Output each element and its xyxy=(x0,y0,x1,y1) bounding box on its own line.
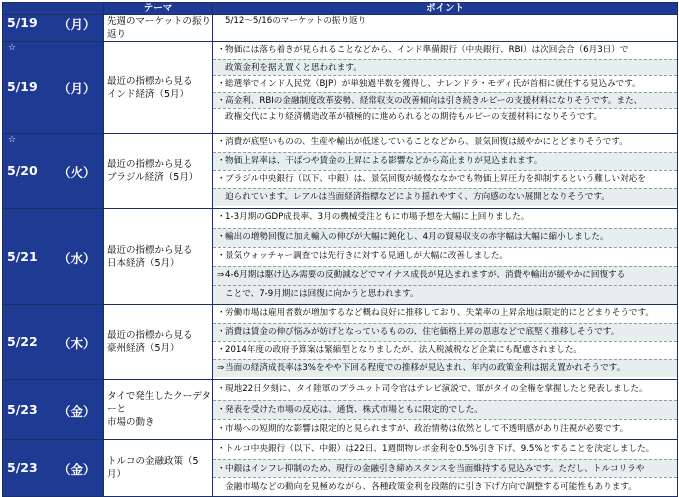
weekday-label: （月） xyxy=(58,17,96,32)
point-text: 政策金利を据え置くと思われます。 xyxy=(225,62,362,73)
point-marker: ・ xyxy=(217,345,226,355)
point-line xyxy=(213,323,677,341)
point-marker: ・ xyxy=(217,156,226,166)
point-marker: ・ xyxy=(217,384,226,394)
weekday-label: （木） xyxy=(58,336,96,351)
points-cell xyxy=(213,42,678,134)
theme-cell xyxy=(104,15,213,42)
point-text: 2014年度の政府予算案は緊縮型となりましたが、法人税減税など企業にも配慮されました。 xyxy=(225,345,583,355)
point-line xyxy=(213,341,677,359)
point-text: トルコ中央銀行（以下、中銀）は22日、1週間物レポ金利を0.5%引き下げ、9.5%とすることを決定しました。 xyxy=(225,444,655,454)
theme-line: 日本経済（5月） xyxy=(107,257,180,269)
point-marker: ・ xyxy=(217,95,226,106)
point-text: 1-3月期のGDP成長率、3月の機械受注ともに市場予想を大幅に上回りました。 xyxy=(225,212,530,222)
date-label: 5/23 xyxy=(7,402,38,417)
point-line xyxy=(213,228,677,247)
point-line xyxy=(213,305,677,323)
point-line xyxy=(213,42,677,59)
point-line xyxy=(213,59,677,76)
theme-line: ブラジル経済（5月） xyxy=(107,172,199,183)
date-cell xyxy=(3,380,104,440)
theme-line: 最近の指標から見る xyxy=(107,244,193,256)
header-points: ポイント xyxy=(213,3,678,15)
point-text: 5/12～5/16のマーケットの振り返り xyxy=(225,16,367,26)
point-line xyxy=(213,209,677,228)
point-marker: ・ xyxy=(217,174,226,184)
table-row xyxy=(3,305,678,380)
point-marker: ⇒ xyxy=(217,363,225,373)
points-cell xyxy=(213,134,678,209)
point-line xyxy=(213,266,677,285)
point-line xyxy=(213,152,677,170)
point-marker: ・ xyxy=(217,79,226,89)
theme-line: 最近の指標から見る xyxy=(107,75,193,87)
point-text: 労働市場は雇用者数が増加するなど概ね良好に推移しており、失業率の上昇余地は限定的にとどまりそうです。 xyxy=(225,308,655,318)
theme-line: タイで発生したクーデターと xyxy=(107,391,211,415)
weekday-label: （金） xyxy=(58,404,96,419)
point-marker: ・ xyxy=(217,463,226,474)
point-text: 消費が底堅いものの、生産や輸出が低迷していることなどから、景気回復は緩やかにとどまりそうです。 xyxy=(225,137,628,147)
point-text: 中銀はインフレ抑制のため、現行の金融引き締めスタンスを当面維持する見込みです。ただし、トルコリラや xyxy=(225,463,645,474)
points-cell xyxy=(213,380,678,440)
table-row xyxy=(3,209,678,305)
point-line xyxy=(213,459,677,478)
point-text: 市場への短期的な影響は限定的と見られますが、政治情勢は依然として不透明感があり注視が必要です。 xyxy=(225,424,629,434)
weekday-label: （金） xyxy=(58,462,96,477)
point-line xyxy=(213,92,677,109)
point-text: 発表を受けた市場の反応は、通貨、株式市場ともに限定的でした。 xyxy=(225,404,483,415)
header-row xyxy=(3,3,678,15)
theme-line: 最近の指標から見る xyxy=(107,159,193,170)
point-text: 現地22日夕刻に、タイ陸軍のプラユット司令官はテレビ演説で、軍がタイの全権を掌握したと発表しました。 xyxy=(225,384,648,394)
points-cell xyxy=(213,15,678,42)
point-line xyxy=(213,380,677,400)
date-cell xyxy=(3,42,104,134)
point-line xyxy=(213,108,677,125)
point-line xyxy=(213,134,677,152)
point-text: 政権交代により経済構造改革が積極的に進められるとの期待もルピーの支援材料になりそうです。 xyxy=(225,112,603,122)
point-line xyxy=(213,188,677,206)
theme-line: インド経済（5月） xyxy=(107,88,190,100)
point-marker: ・ xyxy=(217,137,226,147)
point-marker: ・ xyxy=(217,424,226,434)
theme-line: 最近の指標から見る xyxy=(107,330,193,341)
point-marker: ・ xyxy=(217,212,226,222)
point-marker: ・ xyxy=(217,327,226,337)
point-marker: ・ xyxy=(217,251,226,261)
point-marker: ・ xyxy=(217,444,226,454)
theme-cell xyxy=(104,134,213,209)
point-text: 迫られています。レアルは当面経済指標などにより揺れやすく、方向感のない展開となりそうです。 xyxy=(225,192,610,202)
table-row xyxy=(3,15,678,42)
header-theme: テーマ xyxy=(104,3,213,15)
point-text: 輸出の増勢回復に加え輸入の伸びが大幅に鈍化し、4月の貿易収支の赤字幅は大幅に縮小しました。 xyxy=(225,232,609,242)
theme-cell xyxy=(104,209,213,305)
schedule-table xyxy=(2,2,678,497)
theme-line: トルコの金融政策（5月） xyxy=(107,455,199,480)
point-marker: ⇒ xyxy=(217,270,225,280)
date-label: 5/21 xyxy=(7,249,38,264)
table-row xyxy=(3,42,678,134)
star-icon: ☆ xyxy=(8,135,17,145)
theme-line: 豪州経済（5月） xyxy=(107,343,180,354)
point-line xyxy=(213,359,677,377)
weekday-label: （月） xyxy=(58,81,96,96)
date-label: 5/22 xyxy=(7,334,38,349)
date-cell xyxy=(3,134,104,209)
point-line xyxy=(213,170,677,188)
theme-cell xyxy=(104,440,213,497)
point-marker: ・ xyxy=(217,404,226,415)
date-cell xyxy=(3,305,104,380)
theme-cell xyxy=(104,305,213,380)
point-line xyxy=(213,15,677,28)
date-label: 5/19 xyxy=(7,15,38,30)
point-text: 当面の経済成長率は3%をやや下回る程度での推移が見込まれ、年内の政策金利は据え置かれそうです。 xyxy=(225,363,626,373)
date-cell xyxy=(3,209,104,305)
point-text: 物価上昇率は、干ばつや賃金の上昇による影響などから高止まりが見込まれます。 xyxy=(225,156,543,166)
point-text: 物価には落ち着きが見られることなどから、インド準備銀行（中央銀行、RBI）は次回会合（6月3日）で xyxy=(225,45,629,55)
date-label: 5/20 xyxy=(7,163,38,178)
theme-cell xyxy=(104,380,213,440)
theme-cell xyxy=(104,42,213,134)
point-marker: ・ xyxy=(217,308,226,318)
weekday-label: （火） xyxy=(58,165,96,180)
table-row xyxy=(3,134,678,209)
point-text: 消費は賃金の伸び悩みが妨げとなっているものの、住宅価格上昇の恩恵などで底堅く推移しそうです。 xyxy=(225,327,620,337)
point-marker: ・ xyxy=(217,232,226,242)
point-text: 金融市場などの動向を見極めながら、各種政策金利を段階的に引き下げ方向で調整する可能性もあります。 xyxy=(225,482,637,492)
theme-line: 先週のマーケットの振り返り xyxy=(107,16,212,40)
weekday-label: （水） xyxy=(58,251,96,266)
point-text: ブラジル中央銀行（以下、中銀）は、景気回復が緩慢ななかでも物価上昇圧力を抑制するという難しい対応を xyxy=(225,174,646,184)
points-cell xyxy=(213,440,678,497)
date-label: 5/23 xyxy=(7,460,38,475)
theme-line: 市場の動き xyxy=(107,417,155,428)
point-line xyxy=(213,400,677,420)
date-cell xyxy=(3,15,104,42)
table-row xyxy=(3,440,678,497)
point-line xyxy=(213,285,677,304)
point-text: 総選挙でインド人民党（BJP）が単独過半数を獲得し、ナレンドラ・モディ氏が首相に就任する見込みです。 xyxy=(225,79,641,89)
table-row xyxy=(3,380,678,440)
point-text: ことで、7-9月期には回復に向かうと思われます。 xyxy=(225,289,419,299)
points-cell xyxy=(213,209,678,305)
point-line xyxy=(213,75,677,92)
date-label: 5/19 xyxy=(7,79,38,94)
point-line xyxy=(213,477,677,496)
star-icon: ☆ xyxy=(8,43,17,53)
point-line xyxy=(213,419,677,439)
point-text: 景気ウォッチャー調査では先行きに対する見通しが大幅に改善しました。 xyxy=(225,251,508,261)
point-line xyxy=(213,247,677,266)
point-marker: ・ xyxy=(217,45,226,55)
point-text: 4-6月期は駆け込み需要の反動減などでマイナス成長が見込まれますが、消費や輸出が緩やかに回復する xyxy=(225,270,626,280)
header-date-cell xyxy=(3,3,104,15)
point-text: 高金利、RBIの金融制度改革姿勢、経常収支の改善傾向は引き続きルピーの支援材料になりそうです。また、 xyxy=(225,95,643,106)
points-cell xyxy=(213,305,678,380)
date-cell xyxy=(3,440,104,497)
point-line xyxy=(213,440,677,459)
